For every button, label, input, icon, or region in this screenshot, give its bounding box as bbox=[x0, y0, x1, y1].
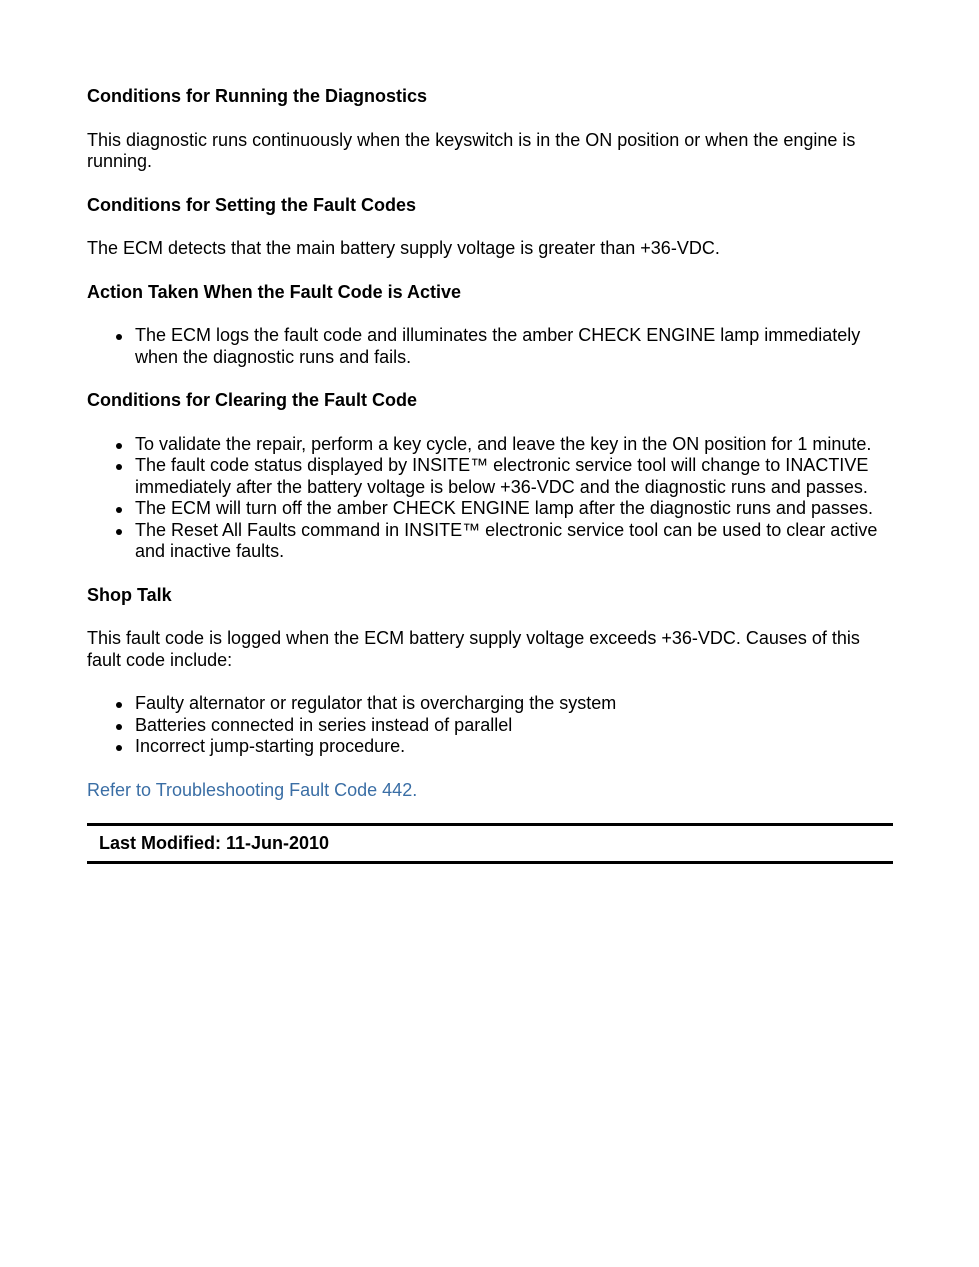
heading-running-diagnostics: Conditions for Running the Diagnostics bbox=[87, 86, 427, 106]
text-setting-fault-codes: The ECM detects that the main battery supply voltage is greater than +36-VDC. bbox=[87, 238, 720, 258]
list-shop-talk-causes bbox=[87, 693, 893, 758]
text-shop-talk: This fault code is logged when the ECM battery supply voltage exceeds +36-VDC. Causes of this fault code include: bbox=[87, 628, 860, 670]
list-clearing-fault-code bbox=[87, 434, 893, 563]
list-item bbox=[135, 715, 893, 737]
list-item bbox=[135, 498, 893, 520]
list-item-text: To validate the repair, perform a key cycle, and leave the key in the ON position for 1 minute. bbox=[135, 433, 872, 454]
list-item-text: The ECM logs the fault code and illuminates the amber CHECK ENGINE lamp immediately when the diagnostic runs and fails. bbox=[135, 325, 861, 367]
list-item bbox=[135, 455, 893, 498]
bullet-dot-icon bbox=[116, 507, 122, 513]
list-action-taken bbox=[87, 325, 893, 368]
heading-shop-talk: Shop Talk bbox=[87, 584, 172, 605]
bullet-dot-icon bbox=[116, 724, 122, 730]
list-item-text: Incorrect jump-starting procedure. bbox=[135, 736, 406, 756]
heading-action-taken: Action Taken When the Fault Code is Active bbox=[87, 281, 462, 302]
bullet-dot-icon bbox=[116, 334, 122, 340]
text-running-diagnostics: This diagnostic runs continuously when the keyswitch is in the ON position or when the engine is running. bbox=[87, 129, 856, 171]
list-item-text: The Reset All Faults command in INSITE™ electronic service tool can be used to clear active and inactive faults. bbox=[135, 519, 878, 561]
document-page bbox=[87, 86, 893, 864]
list-item bbox=[135, 520, 893, 563]
bullet-dot-icon bbox=[116, 529, 122, 535]
heading-clearing-fault-code: Conditions for Clearing the Fault Code bbox=[87, 390, 417, 410]
list-item bbox=[135, 736, 893, 758]
list-item-text: Batteries connected in series instead of parallel bbox=[135, 714, 513, 735]
bullet-dot-icon bbox=[116, 464, 122, 470]
bullet-dot-icon bbox=[116, 702, 122, 708]
list-item-text: Faulty alternator or regulator that is overcharging the system bbox=[135, 693, 617, 713]
list-item-text: The ECM will turn off the amber CHECK ENGINE lamp after the diagnostic runs and passes. bbox=[135, 498, 873, 518]
list-item-text: The fault code status displayed by INSITE™ electronic service tool will change to INACTIVE immediately after the battery voltage is below +36-VDC and the diagnostic runs and passes. bbox=[135, 455, 869, 497]
bullet-dot-icon bbox=[116, 443, 122, 449]
heading-setting-fault-codes: Conditions for Setting the Fault Codes bbox=[87, 194, 416, 215]
troubleshooting-link[interactable]: Refer to Troubleshooting Fault Code 442. bbox=[87, 779, 418, 800]
last-modified-text: Last Modified: 11-Jun-2010 bbox=[99, 833, 330, 853]
list-item bbox=[135, 434, 893, 456]
list-item bbox=[135, 325, 893, 368]
last-modified-footer bbox=[87, 823, 893, 864]
list-item bbox=[135, 693, 893, 715]
bullet-dot-icon bbox=[116, 745, 122, 751]
